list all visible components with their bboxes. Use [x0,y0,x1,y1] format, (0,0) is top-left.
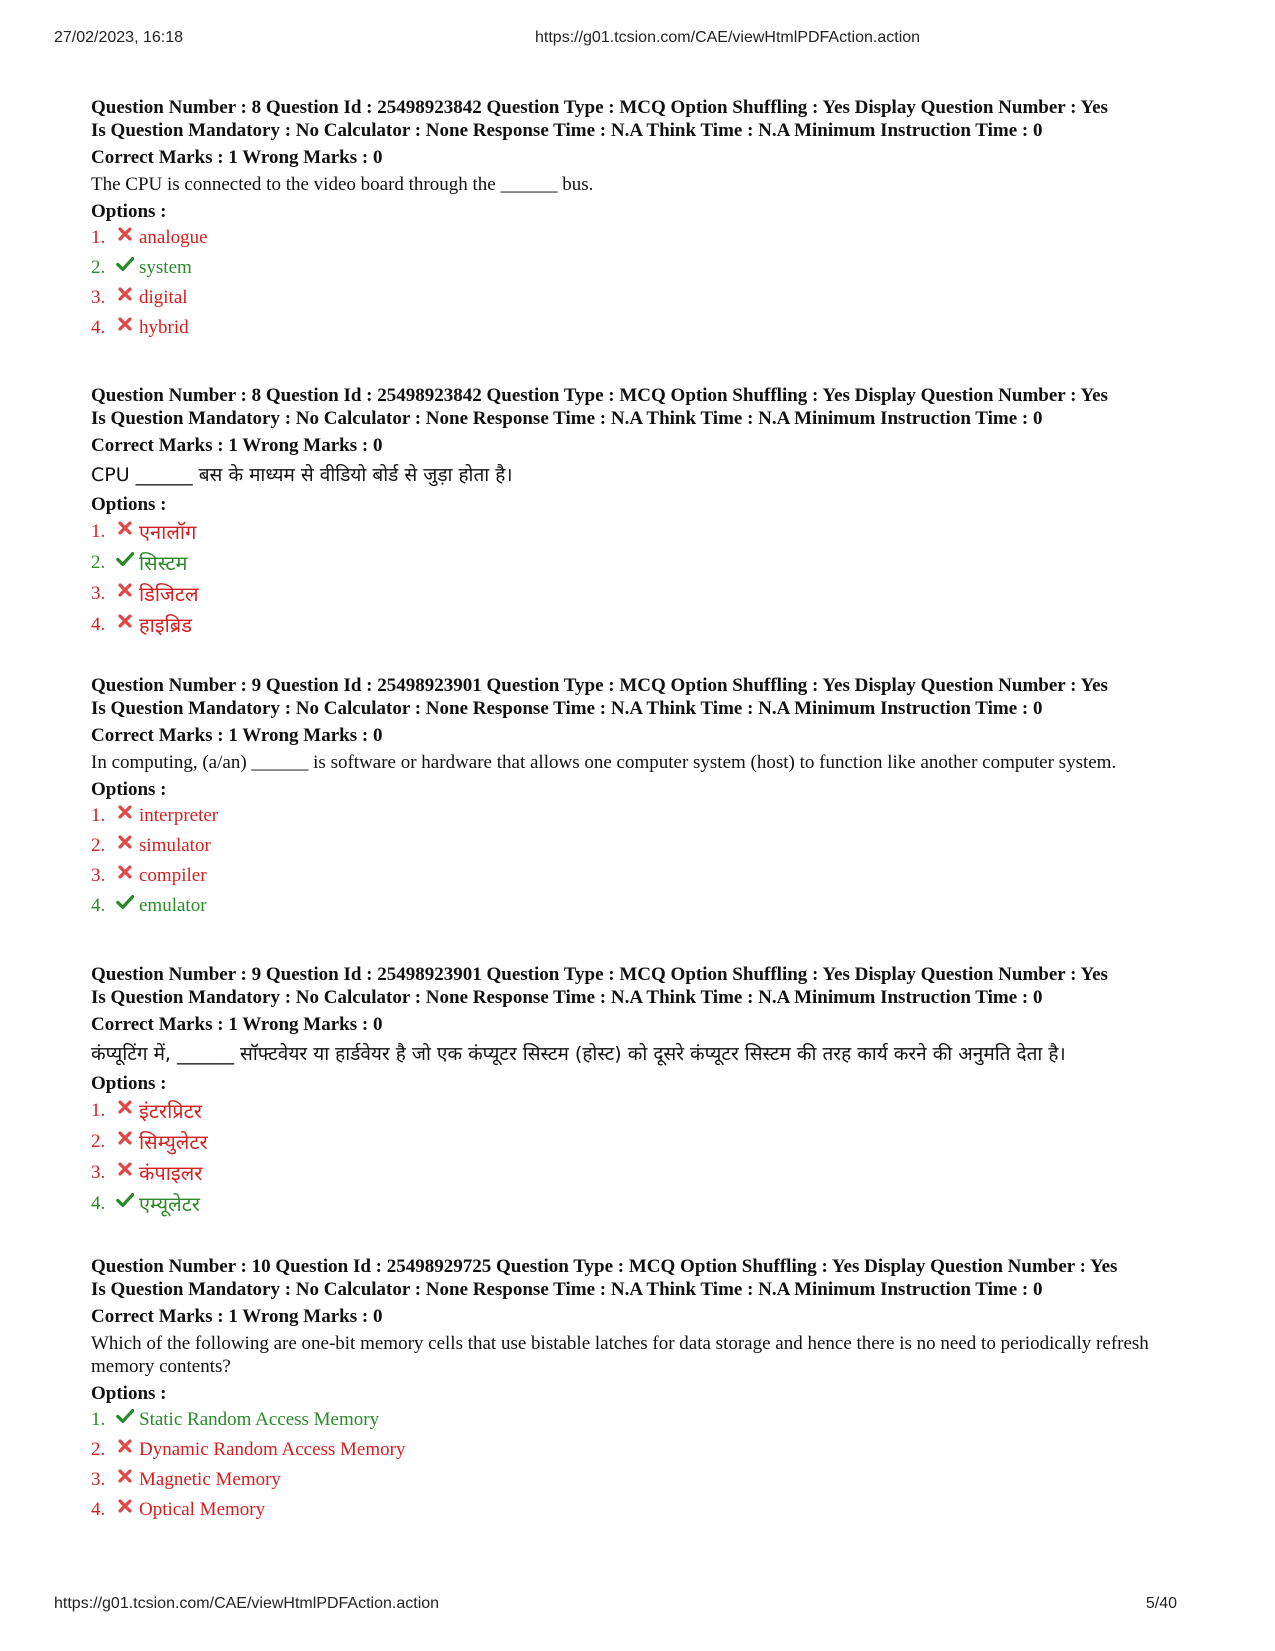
option-number: 4. [91,1192,106,1214]
cross-icon [113,807,137,825]
question-meta-line-2: Is Question Mandatory : No Calculator : None Response Time : N.A Think Time : N.A Minimum Instruction Time : 0 [91,698,1043,719]
cross-icon [113,1501,137,1519]
option-number: 2. [91,835,106,856]
option-label: Dynamic Random Access Memory [139,1439,406,1460]
option-number: 1. [91,520,106,542]
option-label: सिस्टम [139,551,188,575]
cross-icon [113,319,137,337]
check-icon [113,897,137,915]
option-number: 1. [91,1099,106,1121]
question-text: CPU ______ बस के माध्यम से वीडियो बोर्ड से जुड़ा होता है। [91,464,513,486]
option-number: 3. [91,582,106,604]
question-marks: Correct Marks : 1 Wrong Marks : 0 [91,435,383,456]
option-item [91,283,1191,313]
option-label: system [139,257,192,278]
option-number: 4. [91,317,106,338]
options-heading: Options : [91,201,167,222]
option-number: 3. [91,1469,106,1490]
option-number: 3. [91,287,106,308]
option-label: हाइब्रिड [139,613,192,637]
option-item [91,1188,1191,1219]
option-item [91,1435,1191,1465]
option-number: 2. [91,551,106,573]
option-label: simulator [139,835,211,856]
cross-icon [113,229,137,247]
cross-icon [113,1102,137,1120]
option-item [91,223,1191,253]
cross-icon [113,1441,137,1459]
option-label: Magnetic Memory [139,1469,281,1490]
option-label: सिम्युलेटर [139,1130,208,1154]
question-meta-line-1: Question Number : 10 Question Id : 25498929725 Question Type : MCQ Option Shuffling : Yes Display Question Number : Yes [91,1256,1118,1277]
question-meta-line-2: Is Question Mandatory : No Calculator : None Response Time : N.A Think Time : N.A Minimum Instruction Time : 0 [91,120,1043,141]
question-text: In computing, (a/an) ______ is software or hardware that allows one computer system (host) to function like another computer system. [91,752,1117,773]
question-block [91,963,1191,1219]
options-list [91,516,1191,640]
option-number: 1. [91,227,106,248]
print-datetime: 27/02/2023, 16:18 [54,29,184,46]
option-item [91,801,1191,831]
question-marks: Correct Marks : 1 Wrong Marks : 0 [91,147,383,168]
option-number: 2. [91,1439,106,1460]
option-item [91,578,1191,609]
cross-icon [113,1164,137,1182]
option-label: इंटरप्रिटर [139,1099,202,1123]
option-label: डिजिटल [139,582,199,606]
option-number: 4. [91,613,106,635]
question-marks: Correct Marks : 1 Wrong Marks : 0 [91,725,383,746]
cross-icon [113,1471,137,1489]
options-list [91,1095,1191,1219]
option-item [91,609,1191,640]
print-header-url: https://g01.tcsion.com/CAE/viewHtmlPDFAction.action [535,29,921,46]
page-number: 5/40 [1145,1595,1177,1612]
cross-icon [113,867,137,885]
options-list [91,223,1191,343]
option-item [91,891,1191,921]
question-meta-line-1: Question Number : 8 Question Id : 25498923842 Question Type : MCQ Option Shuffling : Yes Display Question Number : Yes [91,97,1108,118]
option-item [91,1405,1191,1435]
question-meta-line-1: Question Number : 9 Question Id : 25498923901 Question Type : MCQ Option Shuffling : Yes Display Question Number : Yes [91,675,1108,696]
question-meta-line-2: Is Question Mandatory : No Calculator : None Response Time : N.A Think Time : N.A Minimum Instruction Time : 0 [91,1279,1043,1300]
option-item [91,313,1191,343]
option-item [91,516,1191,547]
options-heading: Options : [91,779,167,800]
option-label: Static Random Access Memory [139,1409,380,1430]
question-block [91,96,1191,343]
option-item [91,1126,1191,1157]
question-text: कंप्यूटिंग में, ______ सॉफ्टवेयर या हार्डवेयर है जो एक कंप्यूटर सिस्टम (होस्ट) को दूसरे कंप्यूटर सिस्टम की तरह कार्य करने की अनुमति देता है। [91,1043,1066,1065]
check-icon [113,554,137,572]
option-label: digital [139,287,188,308]
option-item [91,861,1191,891]
question-meta-line-2: Is Question Mandatory : No Calculator : None Response Time : N.A Think Time : N.A Minimum Instruction Time : 0 [91,408,1043,429]
option-label: interpreter [139,805,219,826]
option-label: hybrid [139,317,189,338]
question-block [91,384,1191,640]
option-item [91,1157,1191,1188]
question-meta-line-1: Question Number : 9 Question Id : 25498923901 Question Type : MCQ Option Shuffling : Yes Display Question Number : Yes [91,964,1108,985]
option-number: 2. [91,257,106,278]
options-list [91,801,1191,921]
cross-icon [113,616,137,634]
option-number: 1. [91,805,106,826]
cross-icon [113,837,137,855]
print-footer-url: https://g01.tcsion.com/CAE/viewHtmlPDFAction.action [54,1595,440,1612]
option-label: analogue [139,227,208,248]
cross-icon [113,523,137,541]
question-marks: Correct Marks : 1 Wrong Marks : 0 [91,1306,383,1327]
question-text: Which of the following are one-bit memory cells that use bistable latches for data storage and hence there is no need to periodically refresh memory contents? [91,1333,1149,1377]
option-label: एनालॉग [139,520,197,544]
option-label: compiler [139,865,207,886]
option-label: Optical Memory [139,1499,266,1520]
option-item [91,1465,1191,1495]
option-label: emulator [139,895,207,916]
check-icon [113,1411,137,1429]
question-block [91,1255,1191,1525]
cross-icon [113,1133,137,1151]
options-list [91,1405,1191,1525]
option-label: कंपाइलर [139,1161,203,1185]
question-meta-line-1: Question Number : 8 Question Id : 25498923842 Question Type : MCQ Option Shuffling : Yes Display Question Number : Yes [91,385,1108,406]
option-item [91,1095,1191,1126]
question-block [91,674,1191,921]
option-number: 4. [91,895,106,916]
option-label: एम्यूलेटर [139,1192,200,1216]
option-number: 4. [91,1499,106,1520]
options-heading: Options : [91,494,167,515]
cross-icon [113,289,137,307]
options-heading: Options : [91,1073,167,1094]
option-number: 1. [91,1409,106,1430]
option-number: 2. [91,1130,106,1152]
question-text: The CPU is connected to the video board through the ______ bus. [91,174,594,195]
option-item [91,1495,1191,1525]
cross-icon [113,585,137,603]
check-icon [113,259,137,277]
question-meta-line-2: Is Question Mandatory : No Calculator : None Response Time : N.A Think Time : N.A Minimum Instruction Time : 0 [91,987,1043,1008]
option-item [91,253,1191,283]
option-item [91,547,1191,578]
question-marks: Correct Marks : 1 Wrong Marks : 0 [91,1014,383,1035]
options-heading: Options : [91,1383,167,1404]
check-icon [113,1195,137,1213]
option-number: 3. [91,1161,106,1183]
option-item [91,831,1191,861]
option-number: 3. [91,865,106,886]
